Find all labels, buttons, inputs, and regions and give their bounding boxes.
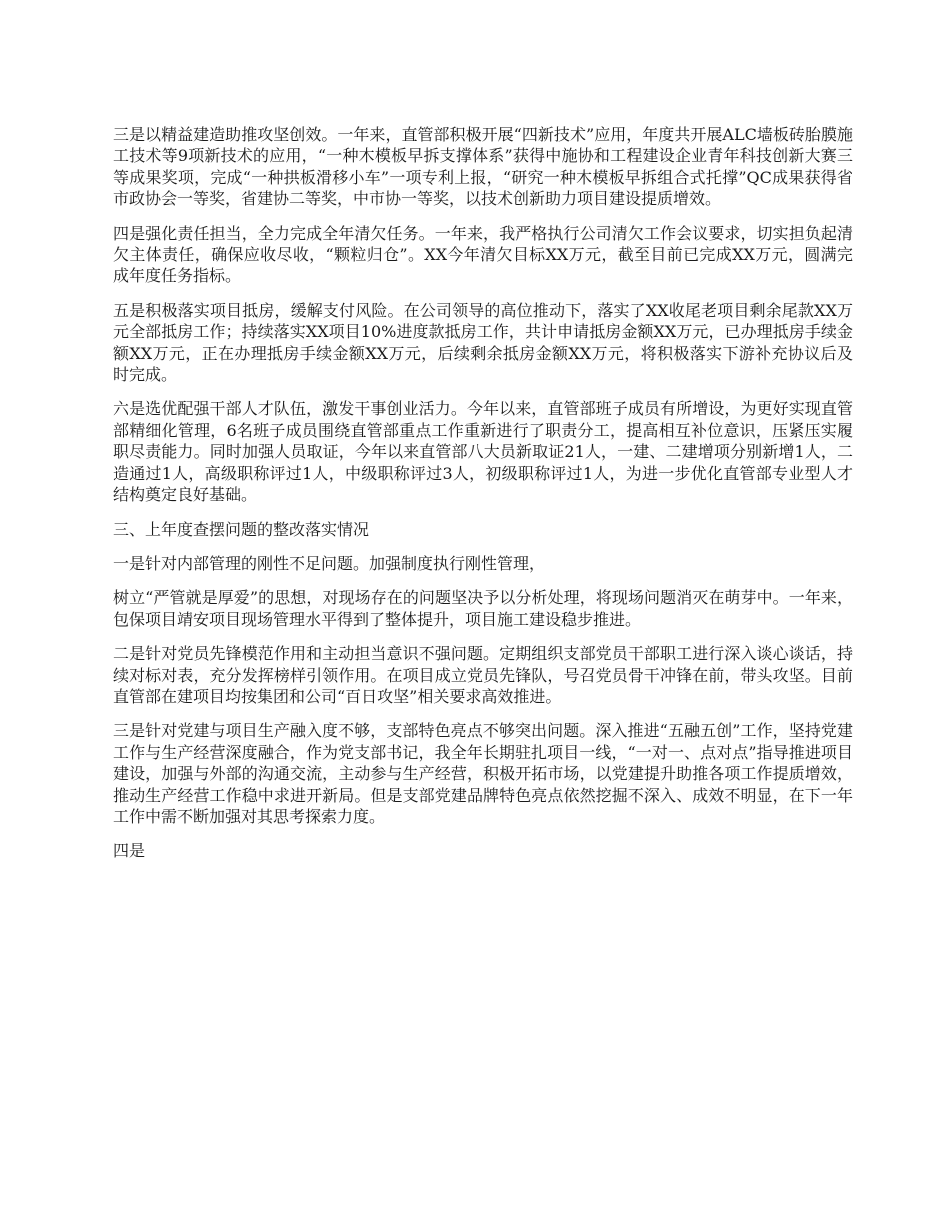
paragraph-party-members: 二是针对党员先锋模范作用和主动担当意识不强问题。定期组织支部党员干部职工进行深入谈心谈话，持续对标对表，充分发挥榜样引领作用。在项目成立党员先锋队，号召党员骨干冲锋在前，带头攻坚。目前直管部在建项目均按集团和公司“百日攻坚”相关要求高效推进。 [113, 644, 853, 706]
paragraph-fourth-item: 四是 [113, 841, 146, 861]
paragraph-talent-team: 六是选优配强干部人才队伍，激发干事创业活力。今年以来，直管部班子成员有所增设，为更好实现直管部精细化管理，6名班子成员围绕直管部重点工作重新进行了职责分工，提高相互补位意识，压紧压实履职尽责能力。同时加强人员取证，今年以来直管部八大员新取证21人，一建、二建增项分别新增1人，二造通过1人，高级职称评过1人，中级职称评过3人，初级职称评过1人，为进一步优化直管部专业型人才结构奠定良好基础。 [113, 399, 853, 505]
section-heading-rectification: 三、上年度查摆问题的整改落实情况 [113, 519, 370, 539]
paragraph-party-building: 三是针对党建与项目生产融入度不够，支部特色亮点不够突出问题。深入推进“五融五创”工作，坚持党建工作与生产经营深度融合，作为党支部书记，我全年长期驻扎项目一线，“一对一、点对点”指导推进项目建设，加强与外部的沟通交流，主动参与生产经营，积极开拓市场，以党建提升助推各项工作提质增效，推动生产经营工作稳中求进开新局。但是支部党建品牌特色亮点依然挖掘不深入、成效不明显，在下一年工作中需不断加强对其思考探索力度。 [113, 721, 853, 826]
paragraph-lean-construction: 三是以精益建造助推攻坚创效。一年来，直管部积极开展“四新技术”应用，年度共开展ALC墙板砖胎膜施工技术等9项新技术的应用，“一种木模板早拆支撑体系”获得中施协和工程建设企业青年科技创新大赛三等成果奖项，完成“一种拱板滑移小车”一项专利上报，“研究一种木模板早拆组合式托撑”QC成果获得省市政协会一等奖，省建协二等奖，中市协一等奖，以技术创新助力项目建设提质增效。 [113, 125, 853, 209]
paragraph-debt-clearance: 四是强化责任担当，全力完成全年清欠任务。一年来，我严格执行公司清欠工作会议要求，切实担负起清欠主体责任，确保应收尽收，“颗粒归仓”。XX今年清欠目标XX万元，截至目前已完成XX万元，圆满完成年度任务指标。 [113, 223, 853, 286]
paragraph-strict-management: 树立“严管就是厚爱”的思想，对现场存在的问题坚决予以分析处理，将现场问题消灭在萌芽中。一年来，包保项目靖安项目现场管理水平得到了整体提升，项目施工建设稳步推进。 [113, 588, 853, 629]
paragraph-internal-management: 一是针对内部管理的刚性不足问题。加强制度执行刚性管理， [113, 553, 546, 573]
paragraph-property-offset: 五是积极落实项目抵房，缓解支付风险。在公司领导的高位推动下，落实了XX收尾老项目剩余尾款XX万元全部抵房工作；持续落实XX项目10%进度款抵房工作，共计申请抵房金额XX万元，已办理抵房手续金额XX万元，正在办理抵房手续金额XX万元，后续剩余抵房金额XX万元，将积极落实下游补充协议后及时完成。 [113, 300, 853, 385]
document-page [113, 124, 853, 875]
